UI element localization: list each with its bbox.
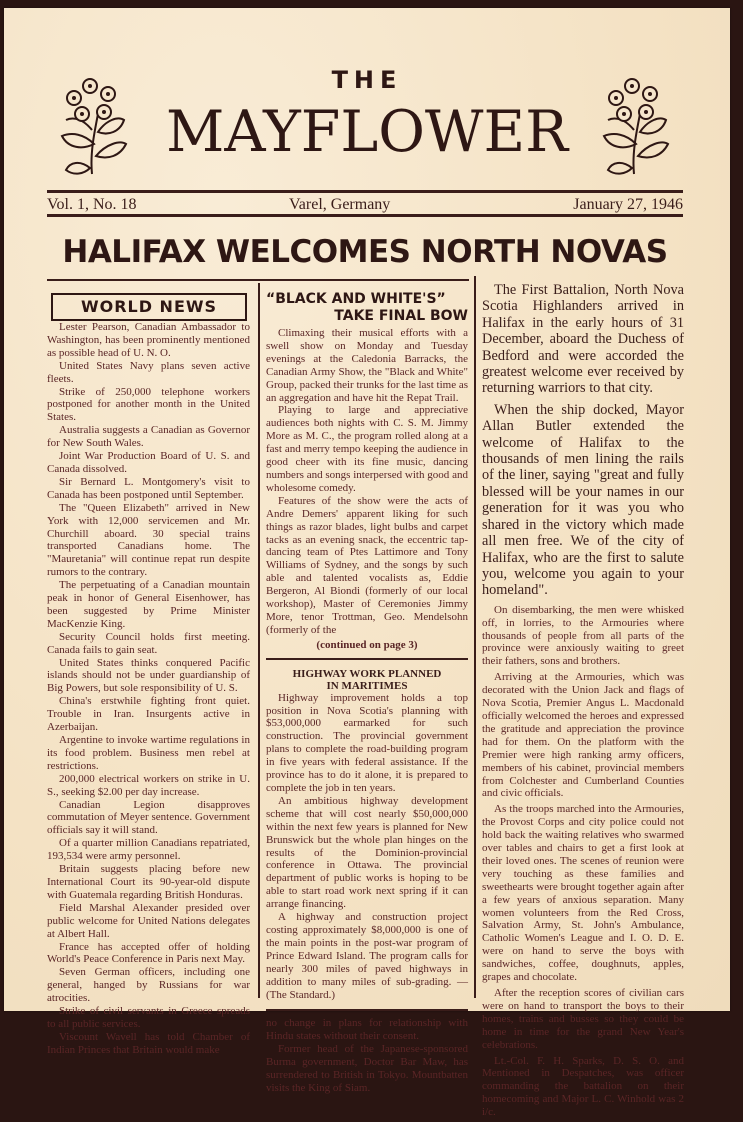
black-and-white-heading xyxy=(266,291,468,325)
article-paragraph: Climaxing their musical efforts with a swell show on Monday and Tuesday evenings at the Caledonia Barracks, the Canadian Army Show, the "Black and White" Group, packed their trunks for the last time as an aggregation and have hit the Repat Trail. xyxy=(266,327,468,404)
column-divider-1 xyxy=(258,283,260,998)
news-item: Australia suggests a Canadian as Governor for New South Wales. xyxy=(47,424,250,450)
news-item: 200,000 electrical workers on strike in U. S., seeking $2.00 per day increase. xyxy=(47,772,250,798)
article-paragraph: Highway improvement holds a top position in Nova Scotia's planning with $53,000,000 earmarked for such construction. The provincial government plans to complete the road-building program in five years with federal assistance. If the province has to do it alone, it is prepared to complete the job in ten years. xyxy=(266,691,468,794)
news-item: Lester Pearson, Canadian Ambassador to Washington, has been prominently mentioned as possible head of U. N. O. xyxy=(47,321,250,359)
article-paragraph: Arriving at the Armouries, which was decorated with the Union Jack and flags of Nova Scotia, Premier Angus L. Macdonald officially welcomed the heroes and expressed the gratitude and appreciation the province had for them. On the platform with the Premier were high ranking army officers, members of his cabinet, provincial members from Colchester and Cumberland Counties and civic officials. xyxy=(482,671,684,800)
article-paragraph: Features of the show were the acts of Andre Demers' apparent liking for such things as razor blades, light bulbs and carpet tacks as an evening snack, the eccentric tap-dancing team of Ptes Lattimore and Tony Williams of Sydney, and the songs by such able and talented vocalists as, Eddie Bergeron, Al Biondi (formerly of our local workshop), Master of Ceremonies Jimmy More, tenor Trottman, Geo. Mendelsohn (formerly of the xyxy=(266,494,468,636)
news-item: United States Navy plans seven active fleets. xyxy=(47,359,250,385)
dateline xyxy=(47,196,683,216)
article-paragraph: An ambitious highway development scheme that will cost nearly $50,000,000 within the next few years is planned for New Brunswick but the whole plan hinges on the results of the Dominion-provincial conference in Ottawa. The provincial department of public works is hoping to be able to start road work next spring if it can arrange financing. xyxy=(266,794,468,911)
news-item: Argentine to invoke wartime regulations in its food problem. Business men rebel at restrictions. xyxy=(47,734,250,772)
news-item: The "Queen Elizabeth" arrived in New York with 12,000 servicemen and Mr. Churchill aboard. 30 special trains transported Canadians home. The "Mauretania" will continue repat run despite rumors to the contrary. xyxy=(47,501,250,579)
news-item: Joint War Production Board of U. S. and Canada dissolved. xyxy=(47,450,250,475)
article-paragraph: After the reception scores of civilian cars were on hand to transport the boys to their homes, trains and busses so they could be home in time for the grand New Year's celebrations. xyxy=(482,987,684,1051)
center-column xyxy=(266,327,468,1095)
heading-line: TAKE FINAL BOW xyxy=(334,308,468,324)
column-divider-2 xyxy=(474,276,476,998)
news-item: Of a quarter million Canadians repatriated, 193,534 were army personnel. xyxy=(47,837,250,863)
news-item-continued: no change in plans for relationship with Hindu states without their consent. xyxy=(266,1017,468,1043)
masthead-title: MAYFLOWER xyxy=(165,99,569,165)
world-news-heading: WORLD NEWS xyxy=(51,293,247,321)
article-paragraph: On disembarking, the men were whisked off, in lorries, to the Armouries where thousands of people from all parts of the province were anxiously waiting to greet their fathers, sons and brothers. xyxy=(482,603,684,668)
masthead-rule-top xyxy=(47,190,683,193)
masthead-the: THE xyxy=(331,66,403,94)
lead-paragraph: The First Battalion, North Nova Scotia Highlanders arrived in Halifax in the early hours of 31 December, aboard the Duchess of Bedford and were accorded the greatest welcome ever received by returning warriors to that city. xyxy=(482,282,684,397)
news-item: The perpetuating of a Canadian mountain peak in honor of General Eisenhower, has been suggested by Prime Minister MacKenzie King. xyxy=(47,579,250,630)
newspaper-page xyxy=(4,8,730,1119)
news-item: Canadian Legion disapproves commutation of Meyer sentence. Government officials say it will stand. xyxy=(47,798,250,837)
volume-number: Vol. 1, No. 18 xyxy=(47,196,137,213)
lead-story-column xyxy=(482,282,684,1122)
news-item: France has accepted offer of holding World's Peace Conference in Paris next May. xyxy=(47,940,250,966)
news-item: Sir Bernard L. Montgomery's visit to Canada has been postponed until September. xyxy=(47,475,250,501)
news-item: Britain suggests placing before new International Court its 90-year-old dispute with Guatemala regarding British Honduras. xyxy=(47,863,250,901)
highway-heading-line: HIGHWAY WORK PLANNED xyxy=(292,667,442,680)
continued-link[interactable]: (continued on page 3) xyxy=(316,638,418,651)
section-rule xyxy=(266,658,468,660)
news-item: Strike of civil servants in Greece spreads to all public services. xyxy=(47,1005,250,1030)
section-rule xyxy=(266,1009,468,1011)
news-item: Viscount Wavell has told Chamber of Indian Princes that Britain would make xyxy=(47,1030,250,1056)
news-item: Security Council holds first meeting. Canada fails to gain seat. xyxy=(47,630,250,656)
issue-date: January 27, 1946 xyxy=(573,196,683,213)
heading-line: “BLACK AND WHITE'S” xyxy=(266,291,446,307)
location: Varel, Germany xyxy=(289,196,391,213)
highway-heading-line: IN MARITIMES xyxy=(326,679,408,692)
article-paragraph: As the troops marched into the Armouries, the Provost Corps and city police could not hold back the waiting relatives who swarmed over tables and chairs to get a first look at their loved ones. The scenes of reunion were very touching as these families and sweethearts were brought together again after a few years of anxious separation. Many women volunteers from the Red Cross, Salvation Army, St. John's Ambulance, Catholic Women's League and I. O. D. E. were on hand to serve the boys with sandwiches, coffee, doughnuts, apples, grapes and chocolate. xyxy=(482,803,684,984)
main-headline: HALIFAX WELCOMES NORTH NOVAS xyxy=(62,234,668,270)
headline-rule xyxy=(47,279,469,281)
lead-paragraph: When the ship docked, Mayor Allan Butler extended the welcome of Halifax to the thousands of men lining the rails of the liner, saying "great and fully blessed will be your names in our generation for it was you who shared in the victory which made all men free. We of the city of Halifax, who are the first to salute you, welcome you again to your homeland". xyxy=(482,401,684,599)
article-paragraph: A highway and construction project costing approximately $8,000,000 is one of the main points in the post-war program of Prince Edward Island. The program calls for nearly 300 miles of paved highways in addition to many miles of sub-grading. — (The Standard.) xyxy=(266,911,468,1001)
article-paragraph: Playing to large and appreciative audiences both nights with C. S. M. Jimmy More as M. C., the program rolled along at a fast and merry tempo keeping the audience in good cheer with its fine music, dancing numbers and songs interpersed with good and wholesome comedy. xyxy=(266,404,468,494)
news-item: Former head of the Japanese-sponsored Burma government, Doctor Bar Maw, has surrendered to British in Tokyo. Mountbatten visits the King of Siam. xyxy=(266,1043,468,1094)
news-item: Field Marshal Alexander presided over public welcome for United Nations delegates at Albert Hall. xyxy=(47,901,250,940)
masthead-rule-bottom xyxy=(47,214,683,217)
news-item: Seven German officers, including one general, hanged by Russians for war atrocities. xyxy=(47,966,250,1005)
world-news-column xyxy=(47,321,250,1057)
news-item: United States thinks conquered Pacific islands should not be under guardianship of Big Powers, but sole responsibility of U. S. xyxy=(47,656,250,695)
news-item: Strike of 250,000 telephone workers postponed for another month in the United States. xyxy=(47,385,250,424)
article-paragraph: Lt.-Col. F. H. Sparks, D. S. O. and Mentioned in Despatches, was officer commanding the battalion on their homecoming and Major L. C. Winhold was 2 i/c. xyxy=(482,1054,684,1119)
news-item: China's erstwhile fighting front quiet. Trouble in Iran. Insurgents active in Azerbaijan. xyxy=(47,695,250,734)
